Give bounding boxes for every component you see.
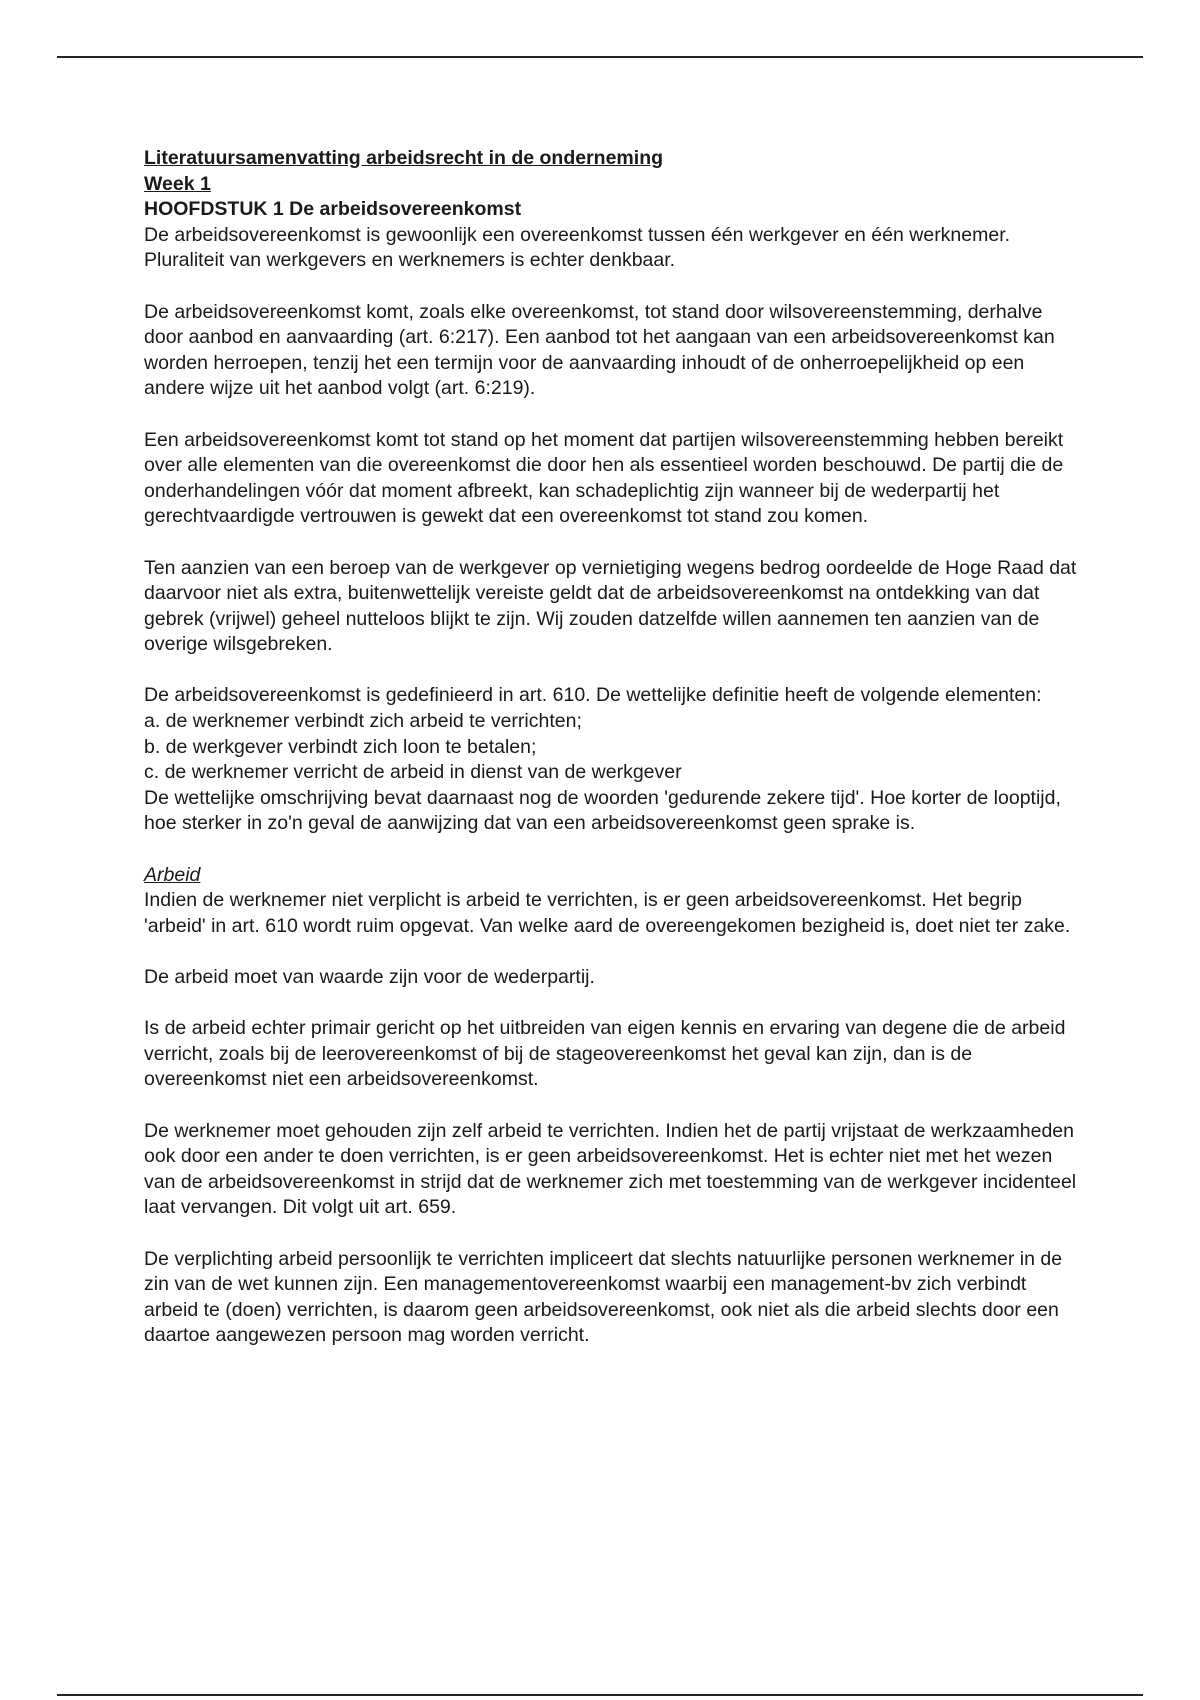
paragraph-10: De verplichting arbeid persoonlijk te verrichten impliceert dat slechts natuurlijke personen werknemer in de zin van de wet kunnen zijn. Een managementovereenkomst waarbij een management-bv zich verbindt arbeid te (doen) verrichten, is daarom geen arbeidsovereenkomst, ook niet als die arbeid slechts door een daartoe aangewezen persoon mag worden verricht.	[144, 1247, 1063, 1347]
top-divider	[57, 56, 1143, 58]
document-title: Literatuursamenvatting arbeidsrecht in de onderneming	[144, 147, 664, 169]
paragraph-5-outro: De wettelijke omschrijving bevat daarnaast nog de woorden 'gedurende zekere tijd'. Hoe korter de looptijd, hoe sterker in zo'n geval de aanwijzing dat van een arbeidsovereenkomst geen sprake is.	[144, 786, 1061, 835]
paragraph-5-intro: De arbeidsovereenkomst is gedefinieerd in art. 610. De wettelijke definitie heeft de volgende elementen:	[144, 684, 1042, 707]
bottom-divider	[57, 1694, 1143, 1696]
paragraph-4: Ten aanzien van een beroep van de werkgever op vernietiging wegens bedrog oordeelde de Hoge Raad dat daarvoor niet als extra, buitenwettelijk vereiste geldt dat de arbeidsovereenkomst na ontdekking van dat gebrek (vrijwel) geheel nutteloos blijkt te zijn. Wij zouden datzelfde willen aannemen ten aanzien van de overige wilsgebreken.	[144, 556, 1077, 656]
list-item: b. de werkgever verbindt zich loon te betalen;	[144, 735, 537, 758]
chapter-heading: HOOFDSTUK 1 De arbeidsovereenkomst	[144, 198, 522, 221]
paragraph-9: De werknemer moet gehouden zijn zelf arbeid te verrichten. Indien het de partij vrijstaat de werkzaamheden ook door een ander te doen verrichten, is er geen arbeidsovereenkomst. Het is echter niet met het wezen van de arbeidsovereenkomst in strijd dat de werknemer zich met toestemming van de werkgever incidenteel laat vervangen. Dit volgt uit art. 659.	[144, 1119, 1077, 1219]
list-item: c. de werknemer verricht de arbeid in dienst van de werkgever	[144, 761, 682, 784]
week-label: Week 1	[144, 172, 211, 195]
paragraph-6: Indien de werknemer niet verplicht is arbeid te verrichten, is er geen arbeidsovereenkomst. Het begrip 'arbeid' in art. 610 wordt ruim opgevat. Van welke aard de overeengekomen bezigheid is, doet niet ter zake.	[144, 889, 1071, 937]
paragraph-1: De arbeidsovereenkomst is gewoonlijk een overeenkomst tussen één werkgever en één werknemer. Pluraliteit van werkgevers en werknemers is echter denkbaar.	[144, 223, 1011, 272]
definition-elements-list	[144, 709, 1084, 786]
arbeid-subheading: Arbeid	[144, 863, 201, 886]
document-body	[144, 146, 1084, 1375]
paragraph-7: De arbeid moet van waarde zijn voor de wederpartij.	[144, 966, 595, 988]
paragraph-3: Een arbeidsovereenkomst komt tot stand op het moment dat partijen wilsovereenstemming hebben bereikt over alle elementen van die overeenkomst die door hen als essentieel worden beschouwd. De partij die de onderhandelingen vóór dat moment afbreekt, kan schadeplichtig zijn wanneer bij de wederpartij het gerechtvaardigde vertrouwen is gewekt dat een overeenkomst tot stand zou komen.	[144, 428, 1064, 528]
paragraph-2: De arbeidsovereenkomst komt, zoals elke overeenkomst, tot stand door wilsovereenstemming, derhalve door aanbod en aanvaarding (art. 6:217). Een aanbod tot het aangaan van een arbeidsovereenkomst kan worden herroepen, tenzij het een termijn voor de aanvaarding inhoudt of de onherroepelijkheid op een andere wijze uit het aanbod volgt (art. 6:219).	[144, 300, 1055, 400]
paragraph-8: Is de arbeid echter primair gericht op het uitbreiden van eigen kennis en ervaring van degene die de arbeid verricht, zoals bij de leerovereenkomst of bij de stageovereenkomst het geval kan zijn, dan is de overeenkomst niet een arbeidsovereenkomst.	[144, 1017, 1066, 1091]
list-item: a. de werknemer verbindt zich arbeid te verrichten;	[144, 710, 582, 733]
